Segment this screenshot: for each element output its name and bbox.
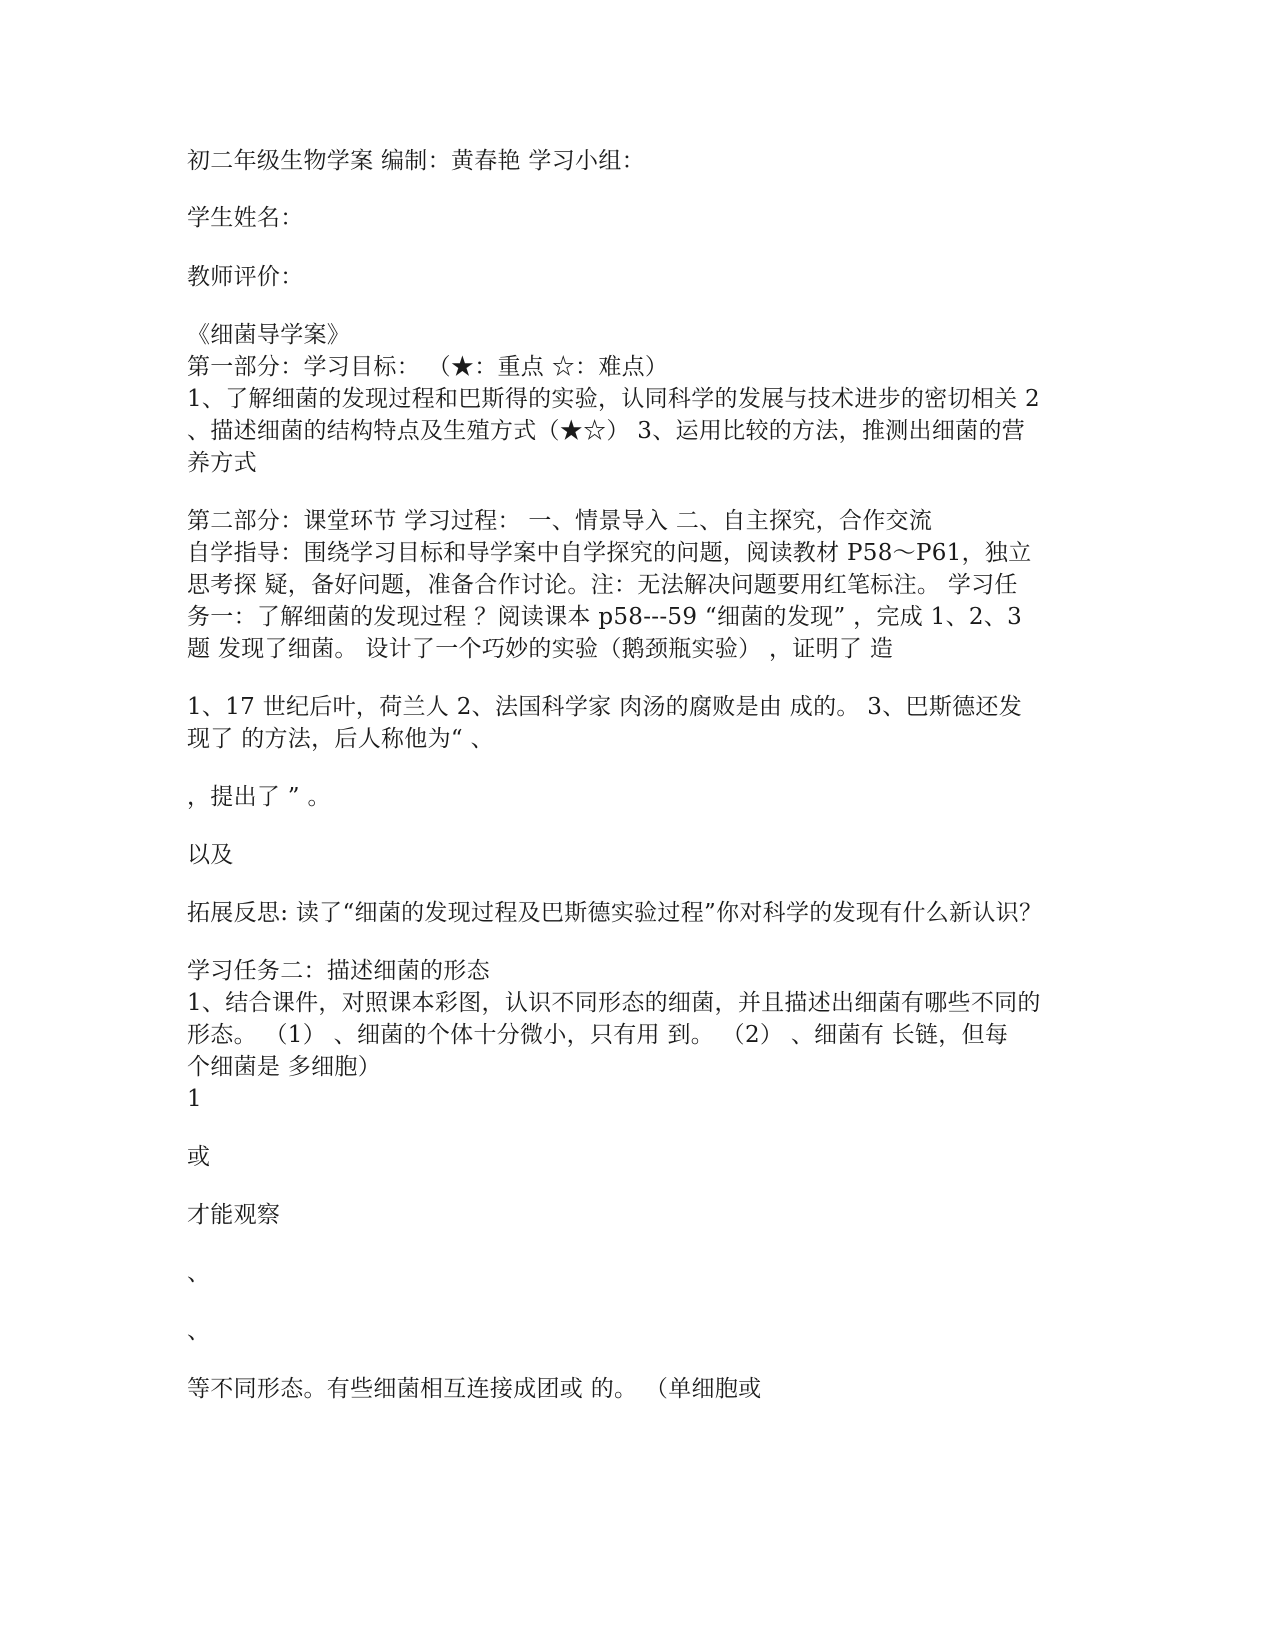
question-line-4: 以及: [187, 842, 234, 868]
shape-line: 等不同形态。有些细菌相互连接成团或 的。 （单细胞或: [187, 1376, 762, 1402]
task-two-line-1: 1、结合课件，对照课本彩图，认识不同形态的细菌，并且描述出细菌有哪些不同的: [187, 990, 1041, 1016]
question-line-3: ，提出了 ” 。: [187, 784, 331, 810]
section-one-heading: 第一部分：学习目标： （★：重点 ☆：难点）: [187, 354, 669, 380]
self-study-line-3: 务一：了解细菌的发现过程 ？阅读课本 p58---59 “细菌的发现” ，完成 1、2、3: [187, 604, 1023, 630]
question-line-1: 1、17 世纪后叶，荷兰人 2、法国科学家 肉汤的腐败是由 成的。 3、巴斯德还发: [187, 694, 1023, 720]
self-study-line-1: 自学指导：围绕学习目标和导学案中自学探究的问题，阅读教材 P58～P61，独立: [187, 540, 1032, 566]
fragment-1: 1: [187, 1086, 202, 1112]
reflection-line: 拓展反思: 读了“细菌的发现过程及巴斯德实验过程”你对科学的发现有什么新认识？: [187, 900, 1043, 926]
fragment-comma-1: 、: [187, 1260, 211, 1286]
task-two-line-3: 个细菌是 多细胞）: [187, 1054, 382, 1080]
self-study-line-4: 题 发现了细菌。 设计了一个巧妙的实验（鹅颈瓶实验） ，证明了 造: [187, 636, 894, 662]
teacher-evaluation-line: 教师评价：: [187, 264, 304, 290]
self-study-line-2: 思考探 疑，备好问题，准备合作讨论。注：无法解决问题要用红笔标注。 学习任: [187, 572, 1018, 598]
objective-line-3: 养方式: [187, 450, 257, 476]
student-name-line: 学生姓名：: [187, 205, 304, 231]
fragment-comma-2: 、: [187, 1318, 211, 1344]
fragment-observe: 才能观察: [187, 1202, 281, 1228]
task-two-line-2: 形态。 （1） 、细菌的个体十分微小，只有用 到。 （2） 、细菌有 长链，但每: [187, 1022, 1009, 1048]
task-two-heading: 学习任务二：描述细菌的形态: [187, 958, 490, 984]
fragment-or: 或: [187, 1144, 211, 1170]
question-line-2: 现了 的方法，后人称他为“ 、: [187, 726, 494, 752]
document-title: 《细菌导学案》: [187, 322, 351, 348]
objective-line-1: 1、了解细菌的发现过程和巴斯得的实验，认同科学的发展与技术进步的密切相关 2: [187, 386, 1040, 412]
objective-line-2: 、描述细菌的结构特点及生殖方式（★☆） 3、运用比较的方法，推测出细菌的营: [187, 418, 1026, 444]
section-two-heading: 第二部分：课堂环节 学习过程： 一、情景导入 二、自主探究，合作交流: [187, 508, 933, 534]
header-line: 初二年级生物学案 编制：黄春艳 学习小组：: [187, 148, 645, 174]
